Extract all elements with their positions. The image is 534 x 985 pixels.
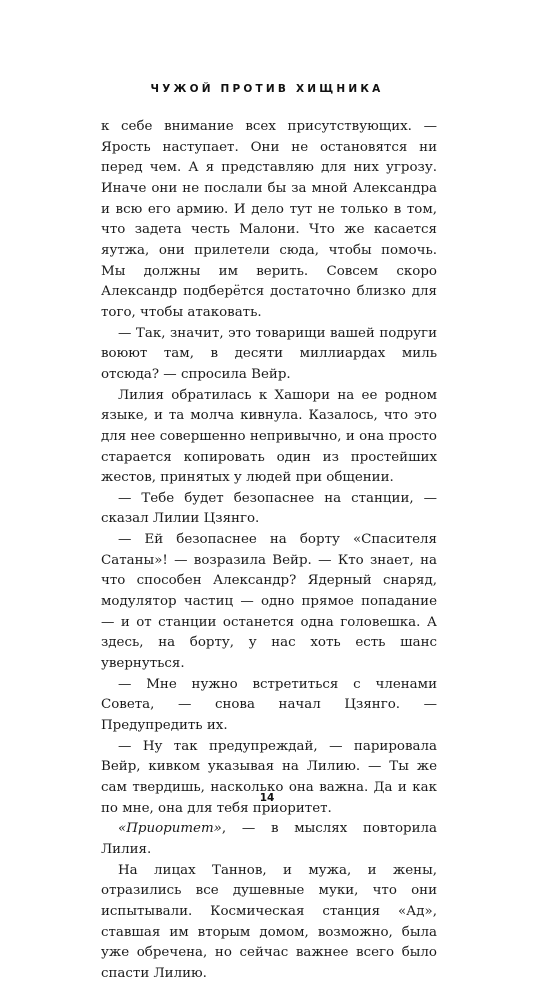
paragraph-rest: , — в мыслях повторила Лилия. (101, 821, 437, 857)
paragraph: — Ну так предупреждай, — парировала Вейр, кивком указывая на Лилию. — Ты же сам твердишь, насколько она важна. Да и как по мне, она для тебя приоритет. (101, 738, 437, 816)
paragraph: — Тебе будет безопаснее на станции, — сказал Лилии Цзянго. (101, 490, 437, 527)
paragraph: — Мне нужно встретиться с членами Совета, — снова начал Цзянго. — Предупредить их. (101, 676, 437, 734)
italic-word: «Приоритет» (118, 821, 222, 837)
paragraph: — Ей безопаснее на борту «Спасителя Сатаны»! — возразила Вейр. — Кто знает, на что способен Александр? Ядерный снаряд, модулятор частиц — одно прямое попадание — и от станции останется одна головешка. А здесь, на борту, у нас хоть есть шанс увернуться. (101, 532, 437, 672)
running-head: ЧУЖОЙ ПРОТИВ ХИЩНИКА (150, 83, 384, 95)
paragraph: Лилия обратилась к Хашори на ее родном языке, и та молча кивнула. Казалось, что это для нее совершенно непривычно, и она просто старается копировать один из простейших жестов, принятых у людей при общении. (101, 387, 437, 486)
paragraph: На лицах Таннов, и мужа, и жены, отразились все душевные муки, что они испытывали. Космическая станция «Ад», ставшая им вторым домом, возможно, была уже обречена, но сейчас важнее всего было спасти Лилию. (101, 862, 437, 981)
page-number: 14 (259, 792, 275, 804)
paragraph: — Так, значит, это товарищи вашей подруги воюют там, в десяти миллиардах миль отсюда? — спросила Вейр. (101, 325, 437, 382)
paragraph-thought (101, 819, 437, 860)
body-text (101, 117, 437, 985)
paragraph: к себе внимание всех присутствующих. — Ярость наступает. Они не остановятся ни перед чем. А я представляю для них угрозу. Иначе они не послали бы за мной Александра и всю его армию. И дело тут не только в том, что задета честь Малони. Что же касается яутжа, они прилетели сюда, чтобы помочь. Мы должны им верить. Совсем скоро Александр подберётся достаточно близко для того, чтобы атаковать. (101, 119, 437, 320)
